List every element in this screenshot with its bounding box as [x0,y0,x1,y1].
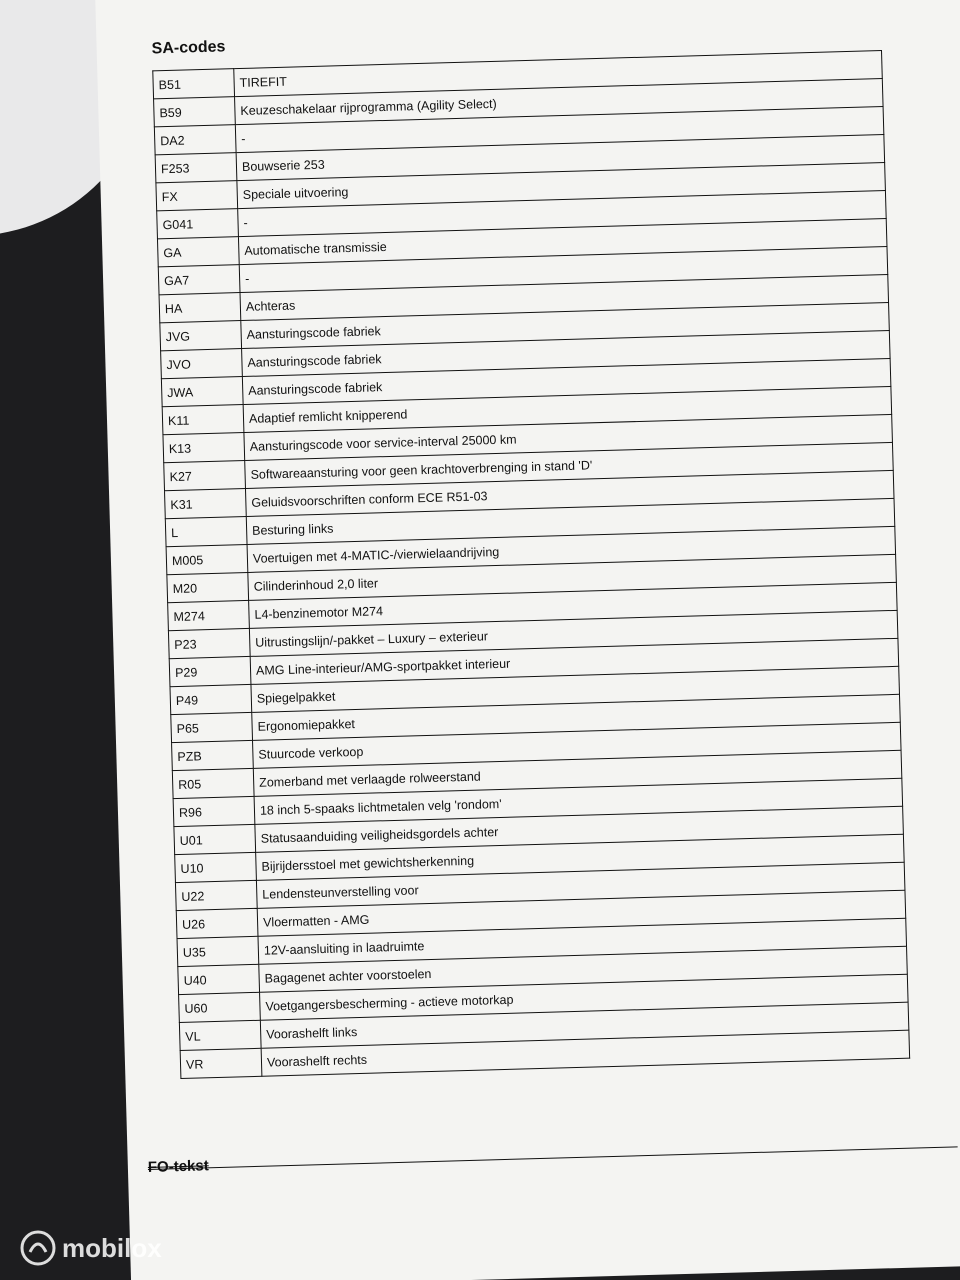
sa-code-cell: M274 [168,600,250,630]
sa-code-cell: U22 [175,880,257,910]
sa-description-cell: Voetgangersbescherming - actieve motorkap [260,974,909,1020]
sa-code-cell: FX [156,181,238,211]
sa-description-cell: Bouwserie 253 [236,135,885,181]
sa-description-cell: Zomerband met verlaagde rolweerstand [253,750,902,796]
sa-description-cell: Aansturingscode fabriek [242,358,891,404]
watermark [20,1230,162,1266]
sa-code-cell: U40 [178,964,260,994]
sa-code-cell: L [165,516,247,546]
sa-code-cell: R96 [173,796,255,826]
document-sheet [95,0,960,1280]
background-scribble [0,0,51,67]
sa-description-cell: Aansturingscode fabriek [241,302,890,348]
sa-code-cell: K31 [165,488,247,518]
sa-code-cell: F253 [155,153,237,183]
sa-code-cell: G041 [157,209,239,239]
sa-code-cell: P23 [168,628,250,658]
sa-description-cell: Spiegelpakket [251,666,900,712]
sa-description-cell: Vloermatten - AMG [257,890,906,936]
sa-code-cell: P29 [169,656,251,686]
mobilox-logo-icon [20,1230,56,1266]
sa-code-cell: VR [180,1048,262,1078]
sa-description-cell: Lendensteunverstelling voor [256,862,905,908]
sa-code-cell: K13 [163,433,245,463]
sa-description-cell: Bagagenet achter voorstoelen [259,946,908,992]
sa-description-cell: - [239,246,888,292]
sa-description-cell: Speciale uitvoering [237,163,886,209]
sa-code-cell: U35 [177,936,259,966]
sa-description-cell: Aansturingscode voor service-interval 25000 km [244,414,893,460]
sa-description-cell: Bijrijdersstoel met gewichtsherkenning [256,834,905,880]
sa-code-cell: U26 [176,908,258,938]
sa-code-cell: GA7 [158,265,240,295]
sa-code-cell: JWA [161,377,243,407]
sa-description-cell: Voorashelft links [260,1002,909,1048]
sa-code-cell: U10 [175,852,257,882]
sa-code-cell: K27 [164,461,246,491]
sa-code-cell: JVO [161,349,243,379]
sa-code-cell: VL [179,1020,261,1050]
sa-description-cell: TIREFIT [234,51,883,97]
sa-description-cell: Cilinderinhoud 2,0 liter [248,554,897,600]
sa-description-cell: Uitrustingslijn/-pakket – Luxury – exterieur [249,610,898,656]
sa-description-cell: AMG Line-interieur/AMG-sportpakket interieur [250,638,899,684]
sa-description-cell: Voertuigen met 4-MATIC-/vierwielaandrijving [247,526,896,572]
document-title: SA-codes [151,38,226,58]
sa-code-cell: M005 [166,544,248,574]
sa-description-cell: Achteras [240,274,889,320]
sa-description-cell: Besturing links [246,498,895,544]
sa-code-cell: P49 [170,684,252,714]
sa-description-cell: - [238,191,887,237]
sa-code-cell: GA [157,237,239,267]
watermark-brand: mobilox [62,1232,162,1263]
sa-code-cell: JVG [160,321,242,351]
sa-description-cell: Geluidsvoorschriften conform ECE R51-03 [245,470,894,516]
sa-code-cell: K11 [162,405,244,435]
sa-description-cell: - [235,107,884,153]
sa-code-cell: U60 [179,992,261,1022]
sa-description-cell: L4-benzinemotor M274 [249,582,898,628]
footer-heading: FO-tekst [147,1157,209,1176]
sa-code-cell: U01 [174,824,256,854]
sa-description-cell: Softwareaansturing voor geen krachtoverbrenging in stand 'D' [245,442,894,488]
sa-description-cell: Keuzeschakelaar rijprogramma (Agility Select) [235,79,884,125]
sa-code-cell: B59 [154,97,236,127]
sa-description-cell: Statusaanduiding veiligheidsgordels achter [255,806,904,852]
sa-code-cell: P65 [171,712,253,742]
sa-description-cell: Ergonomiepakket [252,694,901,740]
sa-code-cell: DA2 [154,125,236,155]
sa-code-cell: M20 [167,572,249,602]
sa-description-cell: 18 inch 5-spaaks lichtmetalen velg 'rondom' [254,778,903,824]
sa-code-cell: HA [159,293,241,323]
sa-codes-table [152,50,910,1079]
sa-description-cell: Adaptief remlicht knipperend [243,386,892,432]
sa-code-cell: B51 [153,69,235,99]
sa-description-cell: Automatische transmissie [238,218,887,264]
sa-description-cell: Aansturingscode fabriek [242,330,891,376]
sa-code-cell: R05 [172,768,254,798]
sa-code-cell: PZB [172,740,254,770]
footer-divider [148,1146,958,1170]
sa-description-cell: 12V-aansluiting in laadruimte [258,918,907,964]
sa-description-cell: Voorashelft rechts [261,1030,910,1076]
sa-description-cell: Stuurcode verkoop [253,722,902,768]
